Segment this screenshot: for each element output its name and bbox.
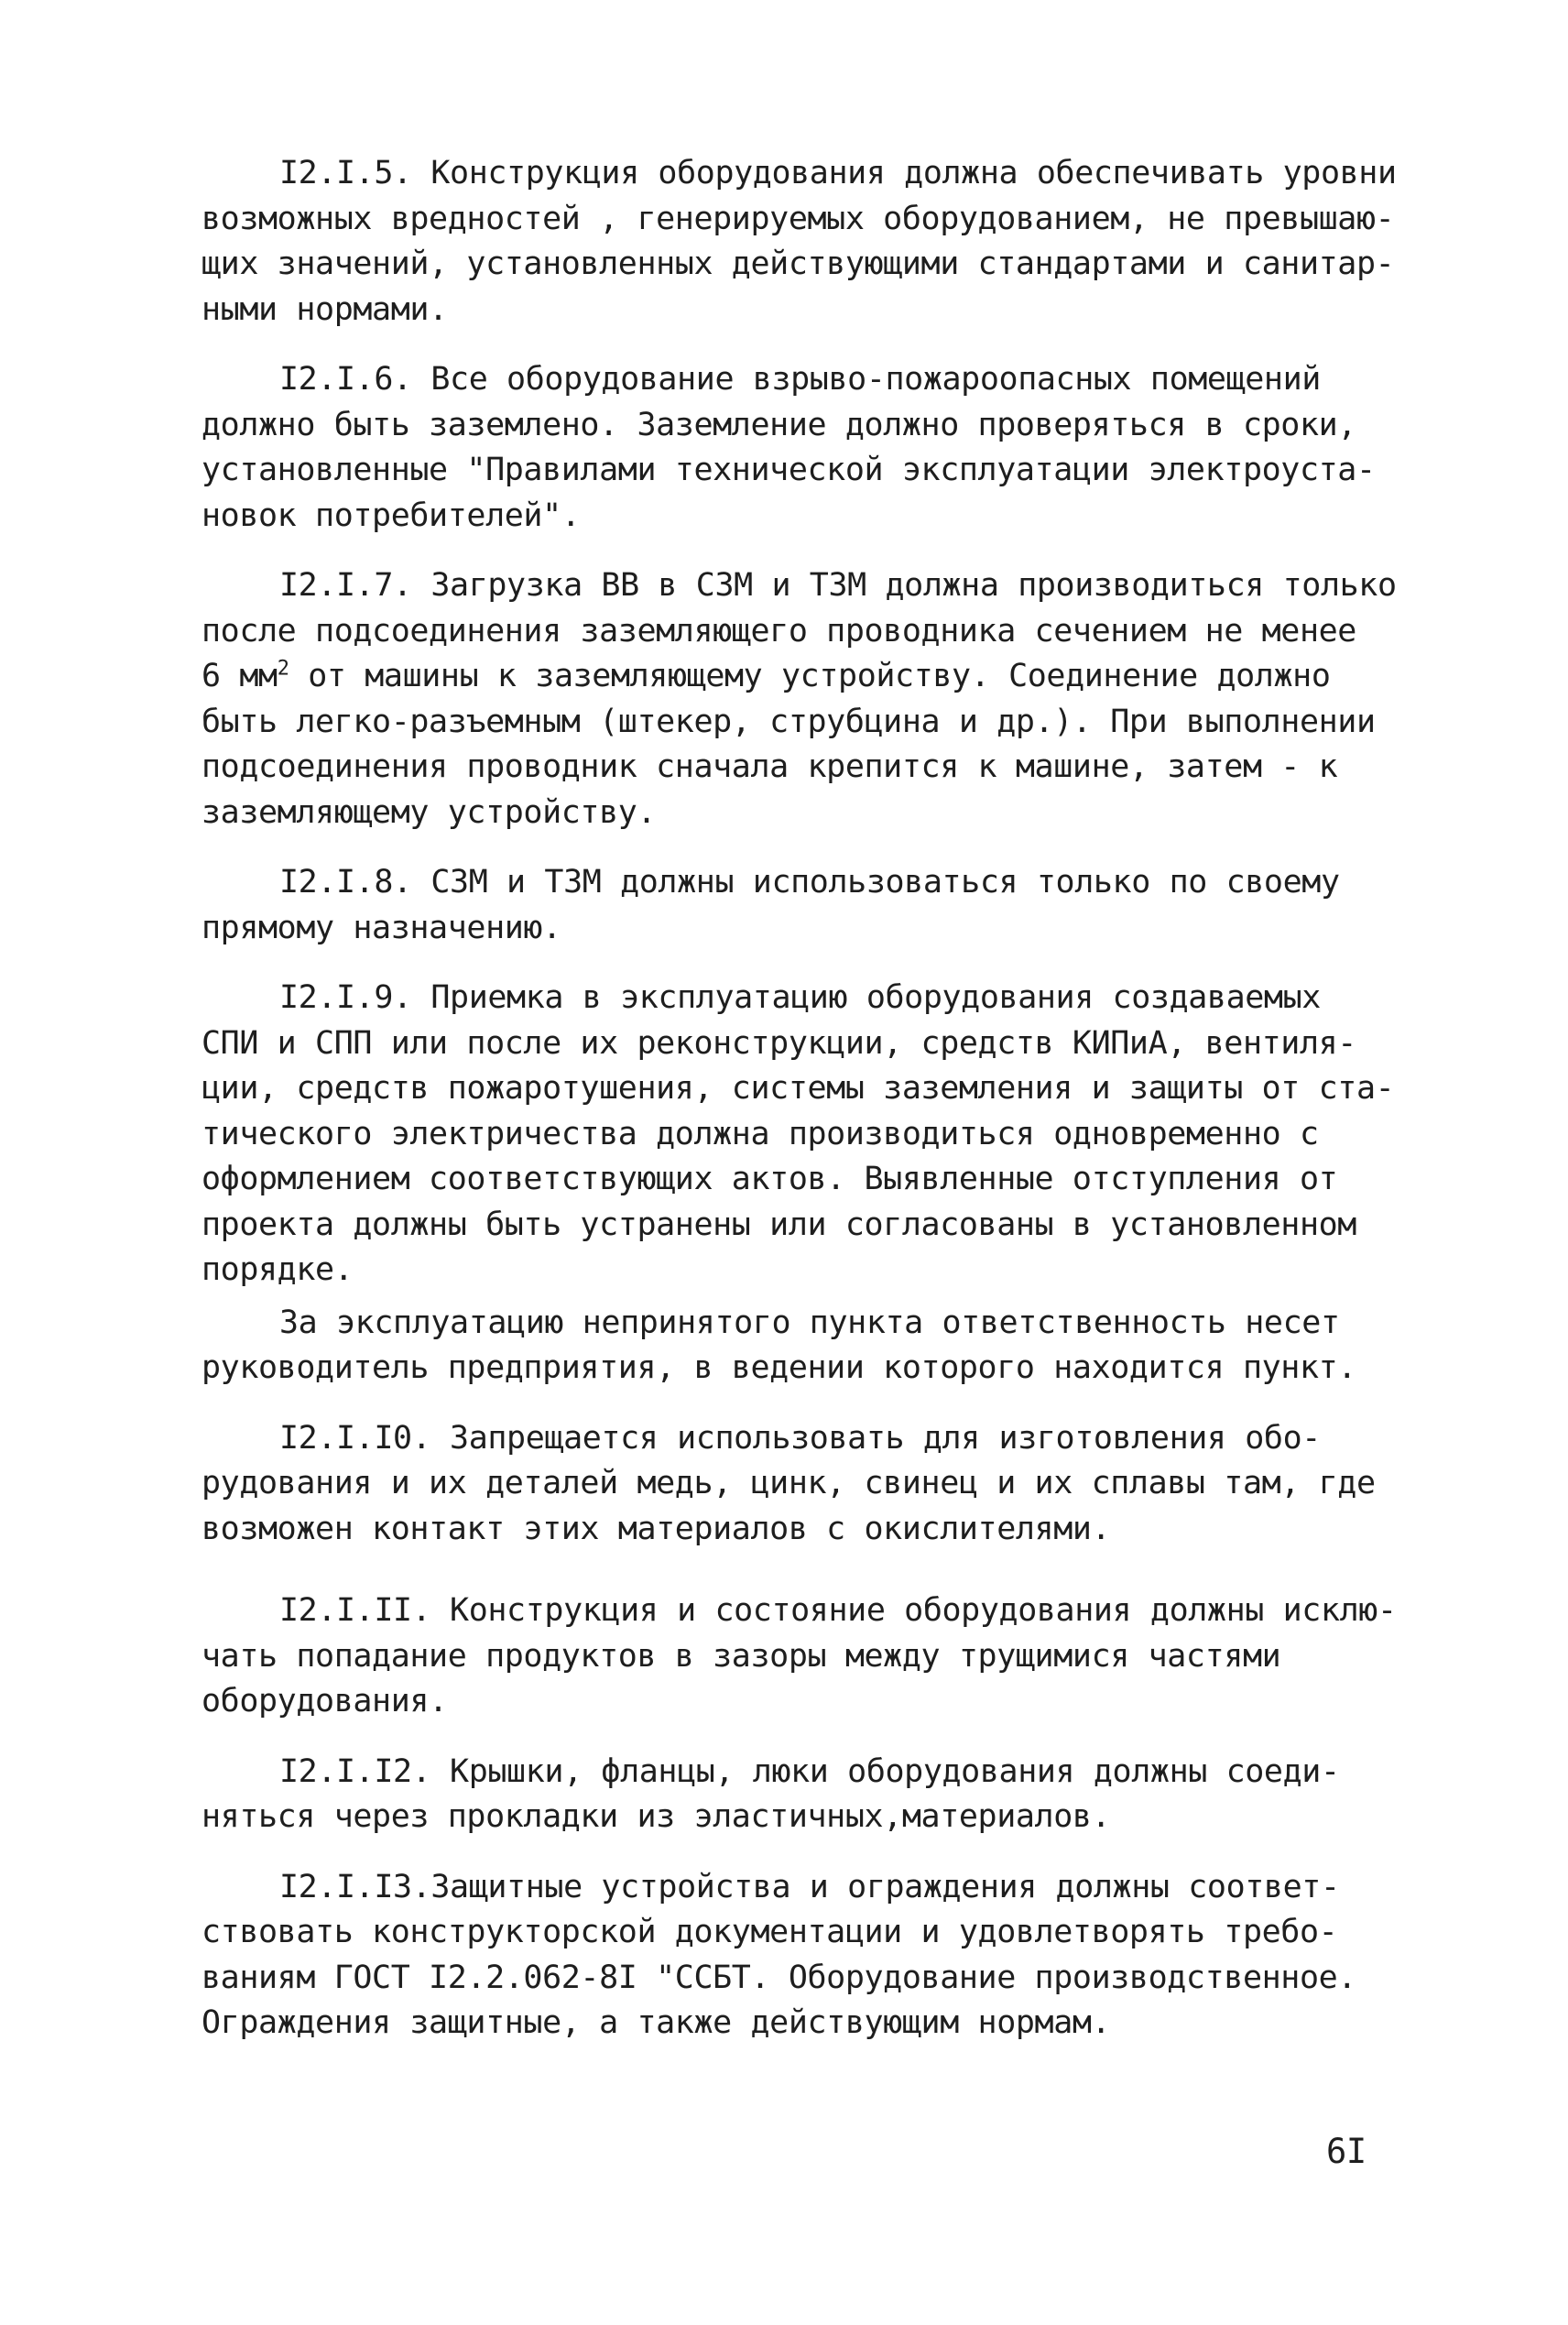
text-line: няться через прокладки из эластичных,материалов. <box>201 1798 1111 1835</box>
text-line: после подсоединения заземляющего проводника сечением не менее <box>201 612 1356 649</box>
text-line: должно быть заземлено. Заземление должно проверяться в сроки, <box>201 406 1356 443</box>
text-line: новок потребителей". <box>201 497 581 534</box>
paragraph-responsibility <box>201 1301 1376 1392</box>
paragraph-12-1-5 <box>201 151 1397 333</box>
text-line: ции, средств пожаротушения, системы заземления и защиты от ста- <box>201 1070 1395 1107</box>
paragraph-12-1-6 <box>201 357 1376 539</box>
text-fragment: от машины к заземляющему устройству. Соединение должно <box>308 658 1331 694</box>
text-line: I2.I.5. Конструкция оборудования должна обеспечивать уровни <box>279 155 1397 191</box>
text-line: быть легко-разъемным (штекер, струбцина и др.). При выполнении <box>201 703 1376 740</box>
text-line: щих значений, установленных действующими стандартами и санитар- <box>201 246 1395 282</box>
text-line: СПИ и СПП или после их реконструкции, средств КИПиА, вентиля- <box>201 1024 1356 1062</box>
text-line: заземляющему устройству. <box>201 793 657 831</box>
text-line: I2.I.I2. Крышки, фланцы, люки оборудования должны соеди- <box>279 1752 1340 1790</box>
paragraph-12-1-11 <box>201 1588 1397 1725</box>
text-line: чать попадание продуктов в зазоры между трущимися частями <box>201 1637 1281 1675</box>
text-line: ными нормами. <box>201 290 448 328</box>
paragraph-12-1-8 <box>201 860 1376 951</box>
text-line: руководитель предприятия, в ведении которого находится пункт. <box>201 1349 1356 1386</box>
paragraph-12-1-12 <box>201 1750 1376 1840</box>
paragraph-12-1-9 <box>201 976 1395 1293</box>
text-line: ствовать конструкторской документации и удовлетворять требо- <box>201 1914 1338 1950</box>
text-line: установленные "Правилами технической эксплуатации электроуста- <box>201 452 1376 488</box>
text-line: Ограждения защитные, а также действующим нормам. <box>201 2004 1111 2041</box>
text-line: возможен контакт этих материалов с окислителями. <box>201 1510 1111 1547</box>
text-line-with-area <box>201 654 1376 700</box>
text-line: порядке. <box>201 1251 354 1288</box>
cross-section-value: 6 мм <box>201 658 278 694</box>
text-line: подсоединения проводник сначала крепится к машине, затем - к <box>201 748 1338 785</box>
text-line: I2.I.6. Все оборудование взрыво-пожароопасных помещений <box>279 361 1321 398</box>
text-line: ваниям ГОСТ I2.2.062-8I "ССБТ. Оборудование производственное. <box>201 1959 1356 1996</box>
superscript-exponent: 2 <box>277 657 289 681</box>
paragraph-12-1-13 <box>201 1865 1376 2047</box>
text-line: I2.I.II. Конструкция и состояние оборудования должны исклю- <box>279 1592 1397 1629</box>
text-line: возможных вредностей , генерируемых оборудованием, не превышаю- <box>201 200 1395 237</box>
text-line: I2.I.I3.Защитные устройства и ограждения должны соответ- <box>279 1868 1340 1905</box>
text-line: За эксплуатацию непринятого пункта ответственность несет <box>279 1304 1340 1341</box>
paragraph-12-1-10 <box>201 1416 1376 1553</box>
page-number: 6I <box>1326 2132 1367 2171</box>
text-line: I2.I.I0. Запрещается использовать для изготовления обо- <box>279 1419 1321 1457</box>
paragraph-12-1-7 <box>201 563 1397 835</box>
text-line: рудования и их деталей медь, цинк, свинец и их сплавы там, где <box>201 1465 1376 1501</box>
text-line: проекта должны быть устранены или согласованы в установленном <box>201 1206 1356 1243</box>
text-line: оформлением соответствующих актов. Выявленные отступления от <box>201 1161 1338 1197</box>
text-line: I2.I.7. Загрузка ВВ в СЗМ и ТЗМ должна производиться только <box>279 567 1397 604</box>
text-line: I2.I.8. СЗМ и ТЗМ должны использоваться только по своему <box>279 864 1340 901</box>
text-line: прямому назначению. <box>201 909 561 946</box>
text-line: оборудования. <box>201 1683 448 1719</box>
text-line: I2.I.9. Приемка в эксплуатацию оборудования создаваемых <box>279 979 1321 1016</box>
text-line: тического электричества должна производиться одновременно с <box>201 1115 1319 1152</box>
